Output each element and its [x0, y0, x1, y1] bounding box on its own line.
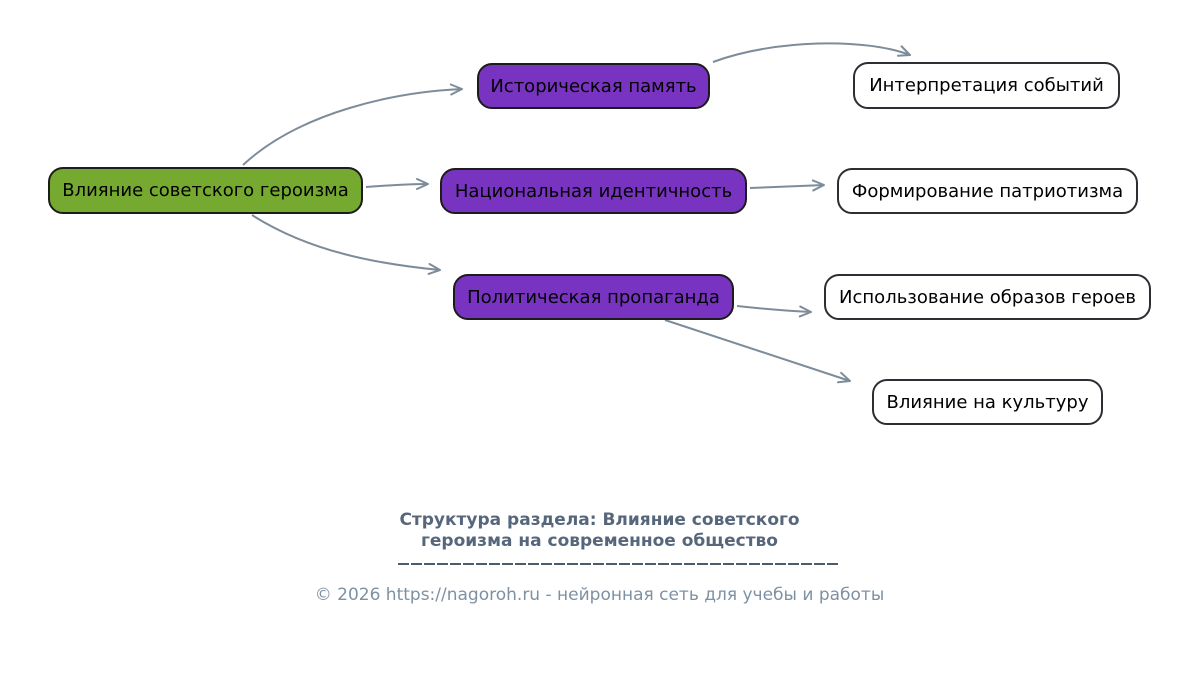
node-root-soviet-heroism [48, 167, 363, 214]
diagram-caption [0, 510, 1199, 552]
node-label: Влияние на культуру [886, 391, 1089, 413]
watermark-footer: © 2026 https://nagoroh.ru - нейронная сеть для учебы и работы [314, 585, 885, 605]
caption-line-2: героизма на современное общество [421, 531, 778, 551]
node-historical-memory [477, 63, 710, 109]
node-hero-images-usage [824, 274, 1151, 320]
node-label: Историческая память [490, 75, 697, 97]
node-culture-influence [872, 379, 1103, 425]
node-political-propaganda [453, 274, 734, 320]
caption-line-1: Структура раздела: Влияние советского [399, 510, 800, 530]
node-label: Национальная идентичность [454, 180, 733, 202]
edge-root-to-propaganda [252, 215, 440, 270]
caption-divider-line [398, 563, 838, 565]
node-patriotism-formation [837, 168, 1138, 214]
edge-propaganda-to-culture [665, 320, 850, 381]
node-label: Интерпретация событий [869, 75, 1104, 96]
edge-historical-memory-to-interpretation [713, 43, 910, 62]
node-label: Влияние советского героизма [62, 180, 349, 201]
edge-root-to-national-identity [366, 184, 428, 187]
node-label: Использование образов героев [839, 286, 1136, 308]
node-national-identity [440, 168, 747, 214]
edge-root-to-historical-memory [243, 89, 462, 165]
edge-national-identity-to-patriotism [750, 185, 824, 188]
node-label: Политическая пропаганда [467, 286, 720, 308]
node-label: Формирование патриотизма [851, 180, 1124, 202]
node-interpretation-of-events [853, 62, 1120, 109]
edge-propaganda-to-hero-images [737, 306, 811, 312]
